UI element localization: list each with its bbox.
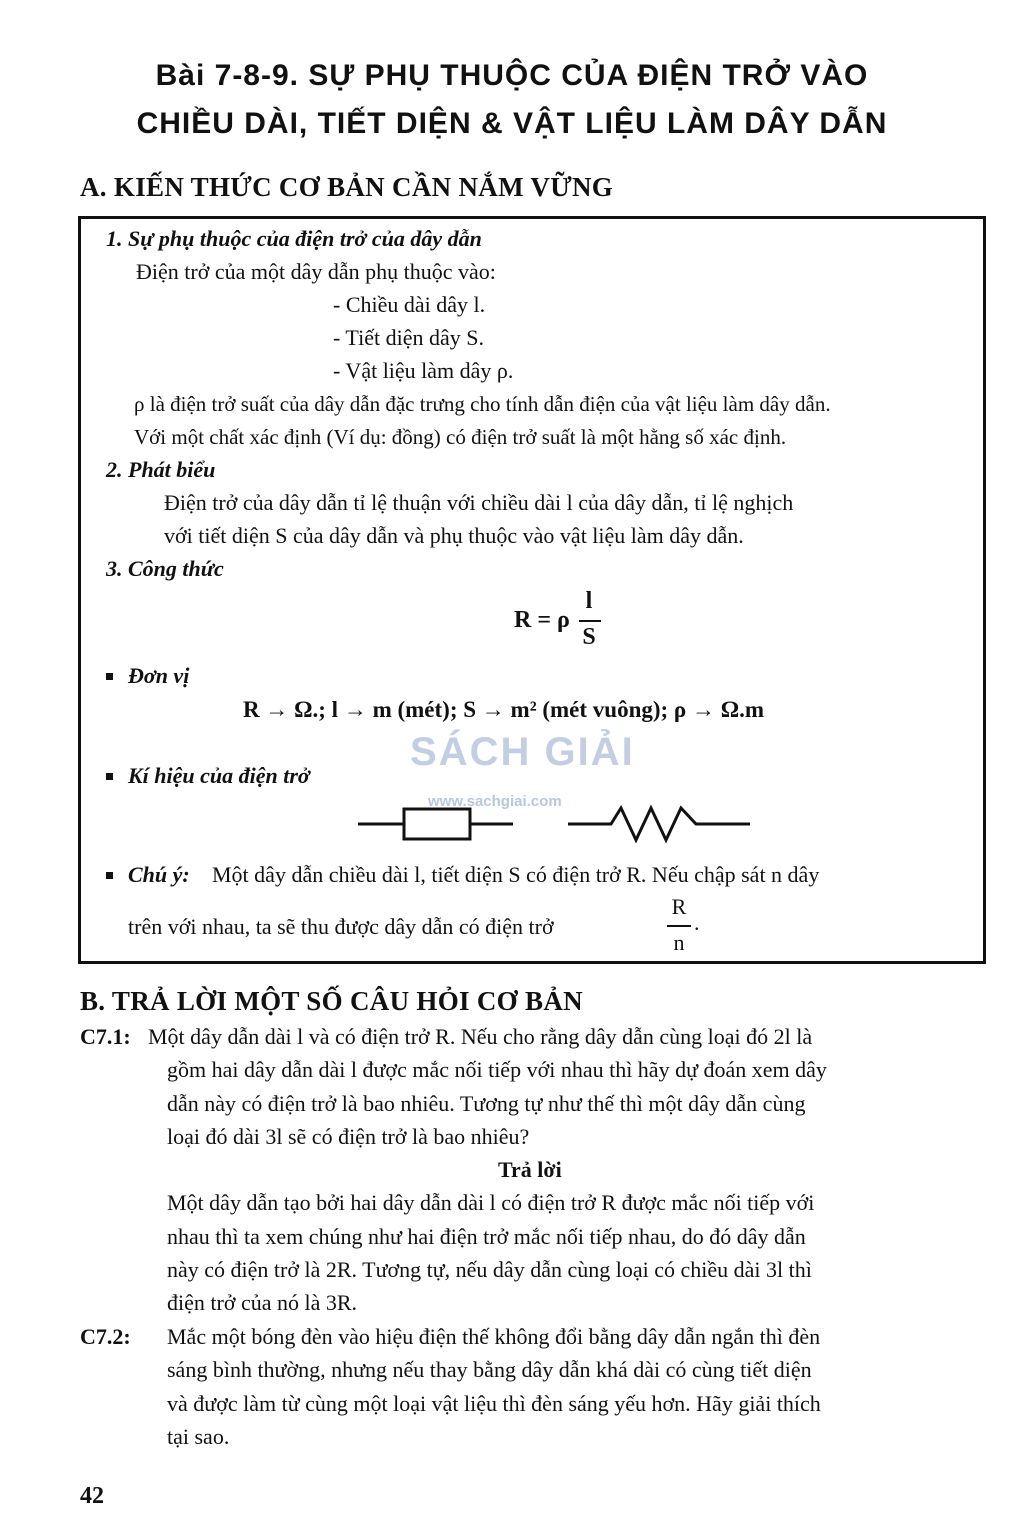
section-b-heading: B. TRẢ LỜI MỘT SỐ CÂU HỎI CƠ BẢN <box>80 986 583 1016</box>
rho-constant: Với một chất xác định (Ví dụ: đồng) có điện trở suất là một hằng số xác định. <box>134 425 787 449</box>
item3-title: 3. Công thức <box>106 556 224 581</box>
formula-denominator: S <box>582 624 596 650</box>
note-end: . <box>694 910 700 935</box>
note-line-2: trên với nhau, ta sẽ thu được dây dẫn có điện trở <box>128 914 554 939</box>
note-frac-numerator: R <box>671 894 687 919</box>
symbol-title: Kí hiệu của điện trở <box>128 763 310 788</box>
resistor-zigzag-icon <box>568 808 750 840</box>
resistor-box-icon <box>404 809 470 839</box>
page-title <box>0 52 1024 148</box>
list-item: - Tiết diện dây S. <box>333 325 484 350</box>
note-frac-denominator: n <box>673 930 685 955</box>
item2-line-1: Điện trở của dây dẫn tỉ lệ thuận với chiều dài l của dây dẫn, tỉ lệ nghịch <box>164 490 794 515</box>
list-item: - Vật liệu làm dây ρ. <box>333 358 514 383</box>
question-line: sáng bình thường, nhưng nếu thay bằng dây dẫn khá dài có cùng tiết diện <box>167 1357 812 1382</box>
question-line: Một dây dẫn dài l và có điện trở R. Nếu cho rằng dây dẫn cùng loại đó 2l là <box>148 1024 813 1049</box>
rho-definition: ρ là điện trở suất của dây dẫn đặc trưng cho tính dẫn điện của vật liệu làm dây dẫn. <box>134 392 831 416</box>
answer-line: điện trở của nó là 3R. <box>167 1290 358 1315</box>
formula-numerator: l <box>585 588 593 614</box>
units-title: Đơn vị <box>128 663 190 688</box>
item1-title: 1. Sự phụ thuộc của điện trở của dây dẫn <box>106 226 482 251</box>
title-line-2: CHIỀU DÀI, TIẾT DIỆN & VẬT LIỆU LÀM DÂY DẪN <box>136 107 888 140</box>
question-line: Mắc một bóng đèn vào hiệu điện thế không đổi bằng dây dẫn ngắn thì đèn <box>167 1324 821 1349</box>
watermark-logo: SÁCH GIẢI <box>410 730 635 774</box>
item2-line-2: với tiết diện S của dây dẫn và phụ thuộc vào vật liệu làm dây dẫn. <box>164 523 744 548</box>
question-line: dẫn này có điện trở là bao nhiêu. Tương tự như thế thì một dây dẫn cùng <box>167 1091 806 1116</box>
page-number: 42 <box>80 1483 104 1509</box>
bullet-icon <box>106 773 113 780</box>
title-line-1: Bài 7-8-9. SỰ PHỤ THUỘC CỦA ĐIỆN TRỞ VÀO <box>155 59 869 92</box>
question-line: gồm hai dây dẫn dài l được mắc nối tiếp với nhau thì hãy dự đoán xem dây <box>167 1057 827 1082</box>
item1-intro: Điện trở của một dây dẫn phụ thuộc vào: <box>136 259 496 284</box>
list-item: - Chiều dài dây l. <box>333 292 486 317</box>
answer-line: này có điện trở là 2R. Tương tự, nếu dây dẫn cùng loại có chiều dài 3l thì <box>167 1257 812 1282</box>
question-label-c7-2: C7.2: <box>80 1324 131 1349</box>
question-label-c7-1: C7.1: <box>80 1024 131 1049</box>
question-line: và được làm từ cùng một loại vật liệu thì đèn sáng yếu hơn. Hãy giải thích <box>167 1391 821 1416</box>
answer-line: Một dây dẫn tạo bởi hai dây dẫn dài l có điện trở R được mắc nối tiếp với <box>167 1190 815 1215</box>
bullet-icon <box>106 673 113 680</box>
watermark-url: www.sachgiai.com <box>428 793 562 810</box>
knowledge-box <box>78 216 986 964</box>
units-line: R → Ω.; l → m (mét); S → m² (mét vuông); ρ → Ω.m <box>243 697 765 722</box>
note-title: Chú ý: <box>128 862 190 887</box>
section-a-heading: A. KIẾN THỨC CƠ BẢN CẦN NẮM VỮNG <box>80 172 614 202</box>
note-line-1: Một dây dẫn chiều dài l, tiết diện S có điện trở R. Nếu chập sát n dây <box>212 862 820 887</box>
resistor-symbols-icon <box>356 802 756 846</box>
bullet-icon <box>106 872 113 879</box>
fraction-bar <box>667 925 691 927</box>
answer-line: nhau thì ta xem chúng như hai điện trở mắc nối tiếp nhau, do đó dây dẫn <box>167 1224 806 1249</box>
answer-title: Trả lời <box>498 1157 562 1182</box>
formula-lhs: R = ρ <box>514 607 570 633</box>
item2-title: 2. Phát biểu <box>106 457 216 482</box>
question-line: tại sao. <box>167 1424 230 1449</box>
fraction-bar <box>579 620 601 622</box>
question-line: loại đó dài 3l sẽ có điện trở là bao nhiêu? <box>167 1124 530 1149</box>
